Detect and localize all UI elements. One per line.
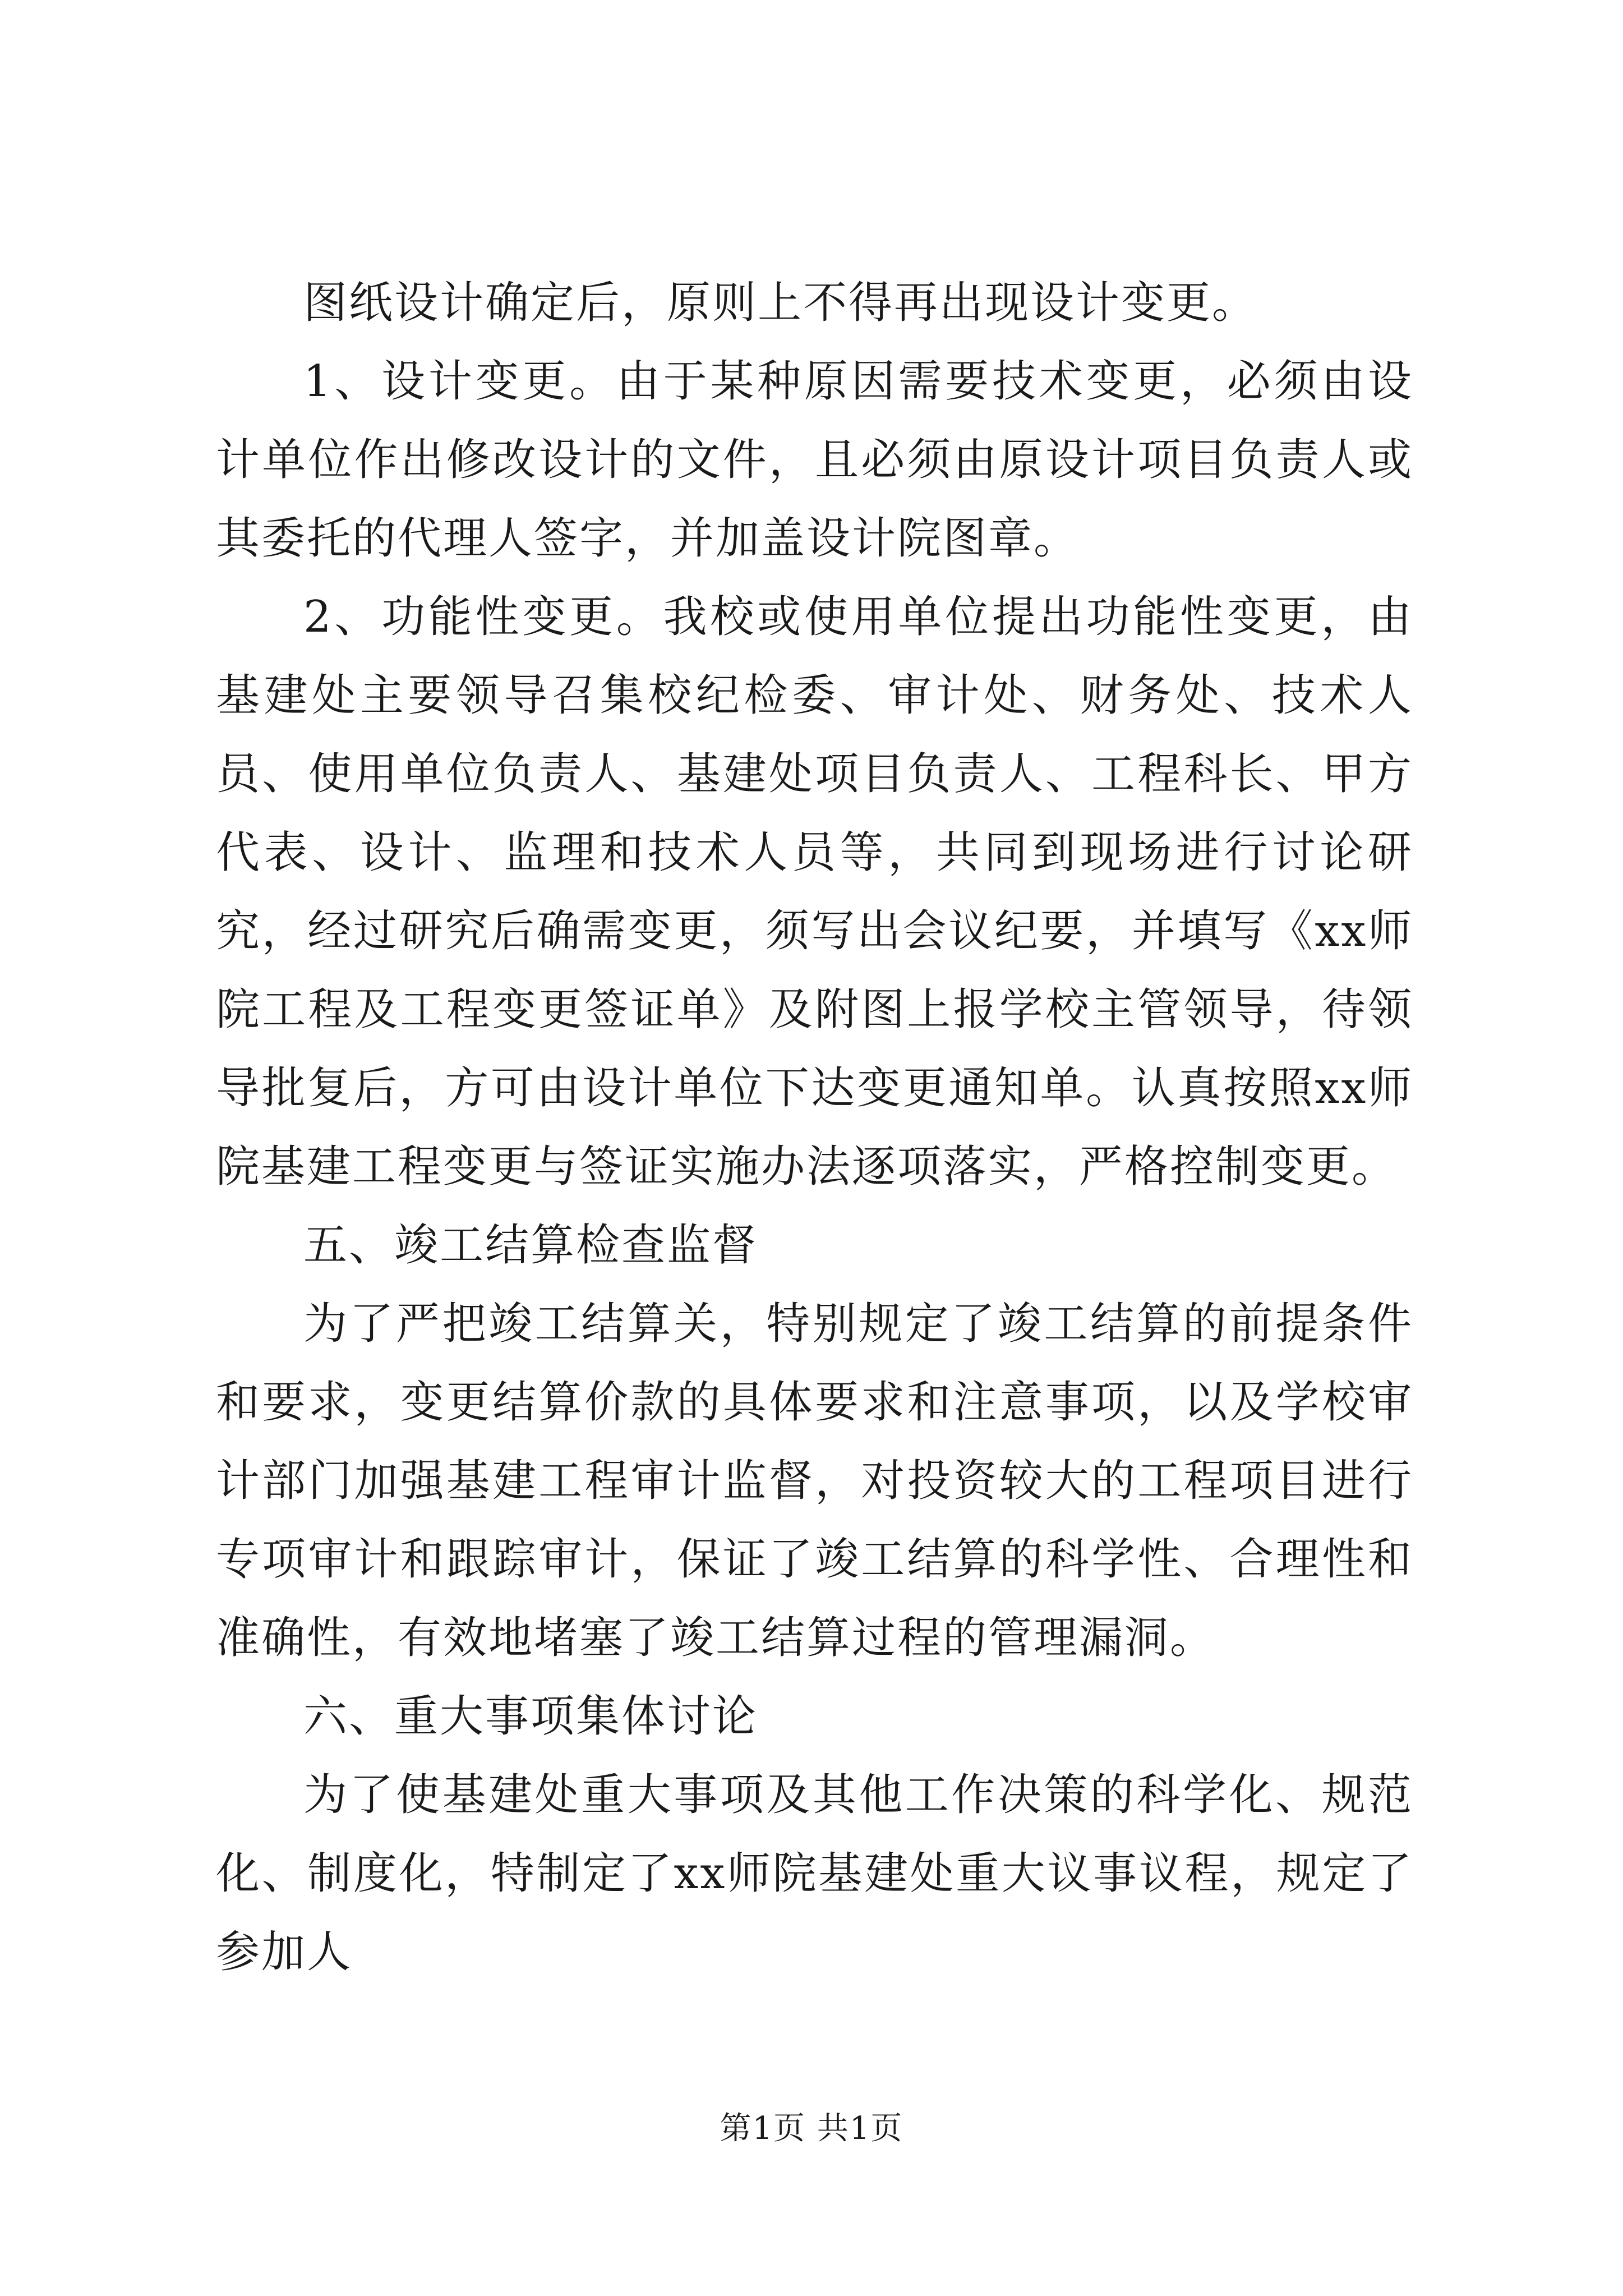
paragraph-functional-change: 2、功能性变更。我校或使用单位提出功能性变更，由基建处主要领导召集校纪检委、审计处、财务处、技术人员、使用单位负责人、基建处项目负责人、工程科长、甲方代表、设计、监理和技术人员等，共同到现场进行讨论研究，经过研究后确需变更，须写出会议纪要，并填写《xx师院工程及工程变更签证单》及附图上报学校主管领导，待领导批复后，方可由设计单位下达变更通知单。认真按照xx师院基建工程变更与签证实施办法逐项落实，严格控制变更。: [216, 592, 1413, 1192]
paragraph-final-settlement: 为了严把竣工结算关，特别规定了竣工结算的前提条件和要求，变更结算价款的具体要求和注意事项，以及学校审计部门加强基建工程审计监督，对投资较大的工程项目进行专项审计和跟踪审计，保证了竣工结算的科学性、合理性和准确性，有效地堵塞了竣工结算过程的管理漏洞。: [216, 1299, 1413, 1663]
paragraph-design-change: 1、设计变更。由于某种原因需要技术变更，必须由设计单位作出修改设计的文件，且必须由原设计项目负责人或其委托的代理人签字，并加盖设计院图章。: [216, 356, 1413, 564]
heading-major-matters: 六、重大事项集体讨论: [303, 1691, 758, 1742]
document-body: [216, 264, 1413, 1991]
paragraph-design-confirmed: 图纸设计确定后，原则上不得再出现设计变更。: [303, 278, 1258, 328]
heading-final-settlement: 五、竣工结算检查监督: [303, 1220, 758, 1271]
page-footer: 第1页 共1页: [720, 2110, 903, 2147]
paragraph-major-matters: 为了使基建处重大事项及其他工作决策的科学化、规范化、制度化，特制定了xx师院基建处重大议事议程，规定了参加人: [216, 1770, 1413, 1977]
